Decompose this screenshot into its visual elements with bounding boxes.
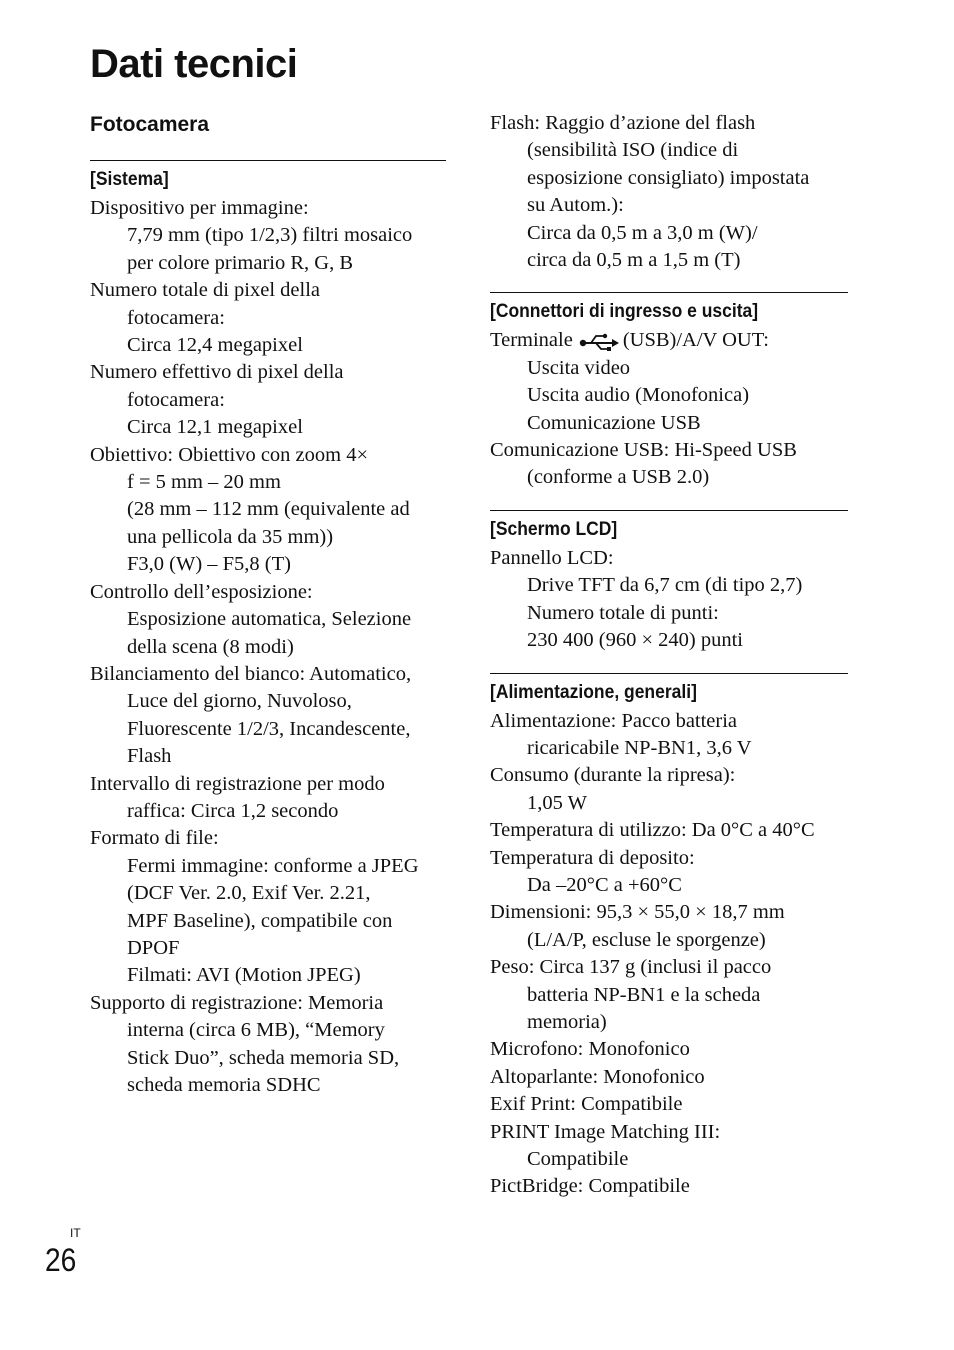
- spec-line: Microfono: Monofonico: [490, 1038, 690, 1061]
- spec-line: PictBridge: Compatibile: [490, 1175, 690, 1198]
- spec-line: (28 mm – 112 mm (equivalente ad: [127, 498, 410, 521]
- sistema-spec-list: [90, 195, 446, 1099]
- spec-line: Comunicazione USB: Hi-Speed USB: [490, 439, 797, 462]
- spec-line: fotocamera:: [127, 306, 225, 329]
- spec-line: Compatibile: [527, 1148, 629, 1170]
- spec-line: Intervallo di registrazione per modo: [90, 772, 385, 795]
- spec-line: Peso: Circa 137 g (inclusi il pacco: [490, 956, 772, 979]
- section-heading-connettori: [Connettori di ingresso e uscita]: [490, 301, 759, 323]
- spec-line: Esposizione automatica, Selezione: [127, 608, 412, 631]
- spec-line: Stick Duo”, scheda memoria SD,: [127, 1046, 400, 1069]
- spec-line: Dispositivo per immagine:: [90, 197, 309, 219]
- left-column: [90, 110, 446, 1099]
- spec-line: memoria): [527, 1010, 607, 1033]
- spec-line: Alimentazione: Pacco batteria: [490, 709, 738, 732]
- spec-line: 1,05 W: [527, 791, 587, 814]
- spec-line: su Autom.):: [527, 194, 624, 217]
- spec-line: Bilanciamento del bianco: Automatico,: [90, 662, 412, 685]
- spec-line: Circa 12,4 megapixel: [127, 334, 303, 357]
- spec-line: Formato di file:: [90, 827, 219, 850]
- spec-line: Comunicazione USB: [527, 411, 701, 434]
- spec-line: circa da 0,5 m a 1,5 m (T): [527, 249, 741, 272]
- spec-line: Altoparlante: Monofonico: [490, 1065, 705, 1088]
- spec-line: Flash: [127, 745, 172, 768]
- right-column: [490, 110, 848, 1201]
- spec-line: Temperatura di utilizzo: Da 0°C a 40°C: [490, 819, 815, 842]
- spec-line: (sensibilità ISO (indice di: [527, 139, 739, 162]
- schermo-spec-list: [490, 545, 848, 655]
- spec-line: MPF Baseline), compatibile con: [127, 909, 393, 932]
- spec-line: 7,79 mm (tipo 1/2,3) filtri mosaico: [127, 224, 413, 247]
- spec-line: PRINT Image Matching III:: [490, 1120, 721, 1143]
- spec-line: Consumo (durante la ripresa):: [490, 764, 736, 787]
- spec-line: Controllo dell’esposizione:: [90, 580, 313, 603]
- section-divider: [90, 160, 446, 161]
- spec-line: Exif Print: Compatibile: [490, 1093, 683, 1116]
- alimentazione-spec-list: [490, 708, 848, 1201]
- spec-line: Fermi immagine: conforme a JPEG: [127, 854, 419, 877]
- spec-line: Supporto di registrazione: Memoria: [90, 991, 384, 1014]
- spec-line: Pannello LCD:: [490, 546, 614, 569]
- spec-line: della scena (8 modi): [127, 635, 294, 658]
- spec-line: Filmati: AVI (Motion JPEG): [127, 964, 361, 987]
- spec-line: F3,0 (W) – F5,8 (T): [127, 553, 291, 576]
- spec-line: Obiettivo: Obiettivo con zoom 4×: [90, 443, 369, 466]
- terminal-line: [490, 327, 848, 354]
- spec-line: interna (circa 6 MB), “Memory: [127, 1019, 385, 1042]
- spec-line: Numero totale di pixel della: [90, 279, 320, 302]
- spec-line: Circa 12,1 megapixel: [127, 416, 303, 439]
- section-heading-schermo: [Schermo LCD]: [490, 518, 618, 540]
- spec-line: Fluorescente 1/2/3, Incandescente,: [127, 717, 411, 740]
- spec-line: Circa da 0,5 m a 3,0 m (W)/: [527, 221, 758, 244]
- spec-line: Temperatura di deposito:: [490, 846, 695, 869]
- spec-line: Da –20°C a +60°C: [527, 873, 682, 896]
- spec-line: (conforme a USB 2.0): [527, 466, 710, 489]
- flash-spec-list: [490, 110, 848, 274]
- spec-line: DPOF: [127, 936, 180, 959]
- terminal-prefix: Terminale: [490, 329, 573, 352]
- spec-line: Dimensioni: 95,3 × 55,0 × 18,7 mm: [490, 901, 785, 924]
- section-divider: [490, 292, 848, 293]
- spec-line: 230 400 (960 × 240) punti: [527, 629, 743, 652]
- section-divider: [490, 510, 848, 511]
- terminal-suffix: (USB)/A/V OUT:: [622, 329, 769, 352]
- spec-line: una pellicola da 35 mm)): [127, 525, 334, 548]
- page-title: Dati tecnici: [90, 42, 298, 86]
- spec-line: (DCF Ver. 2.0, Exif Ver. 2.21,: [127, 882, 371, 905]
- spec-line: batteria NP-BN1 e la scheda: [527, 983, 761, 1006]
- spec-line: esposizione consigliato) impostata: [527, 166, 810, 189]
- spec-line: Numero totale di punti:: [527, 601, 719, 624]
- page-number: 26: [45, 1242, 77, 1278]
- spec-line: Numero effettivo di pixel della: [90, 361, 344, 384]
- connettori-spec-list: [490, 327, 848, 491]
- spec-line: raffica: Circa 1,2 secondo: [127, 799, 339, 822]
- spec-line: Uscita video: [527, 356, 631, 379]
- section-divider: [490, 673, 848, 674]
- spec-line: Drive TFT da 6,7 cm (di tipo 2,7): [527, 574, 803, 597]
- spec-line: fotocamera:: [127, 388, 225, 411]
- section-heading-sistema: [Sistema]: [90, 169, 169, 190]
- usb-icon: [579, 333, 619, 351]
- spec-line: scheda memoria SDHC: [127, 1074, 321, 1096]
- spec-line: per colore primario R, G, B: [127, 251, 354, 274]
- spec-line: ricaricabile NP-BN1, 3,6 V: [527, 736, 752, 759]
- spec-line: f = 5 mm – 20 mm: [127, 471, 281, 494]
- spec-line: Luce del giorno, Nuvoloso,: [127, 690, 352, 713]
- language-code: IT: [70, 1226, 81, 1240]
- spec-line: (L/A/P, escluse le sporgenze): [527, 928, 766, 951]
- spec-line: Flash: Raggio d’azione del flash: [490, 112, 756, 134]
- section-subtitle-fotocamera: Fotocamera: [90, 113, 210, 136]
- spec-line: Uscita audio (Monofonica): [527, 384, 750, 407]
- section-heading-alimentazione: [Alimentazione, generali]: [490, 681, 697, 703]
